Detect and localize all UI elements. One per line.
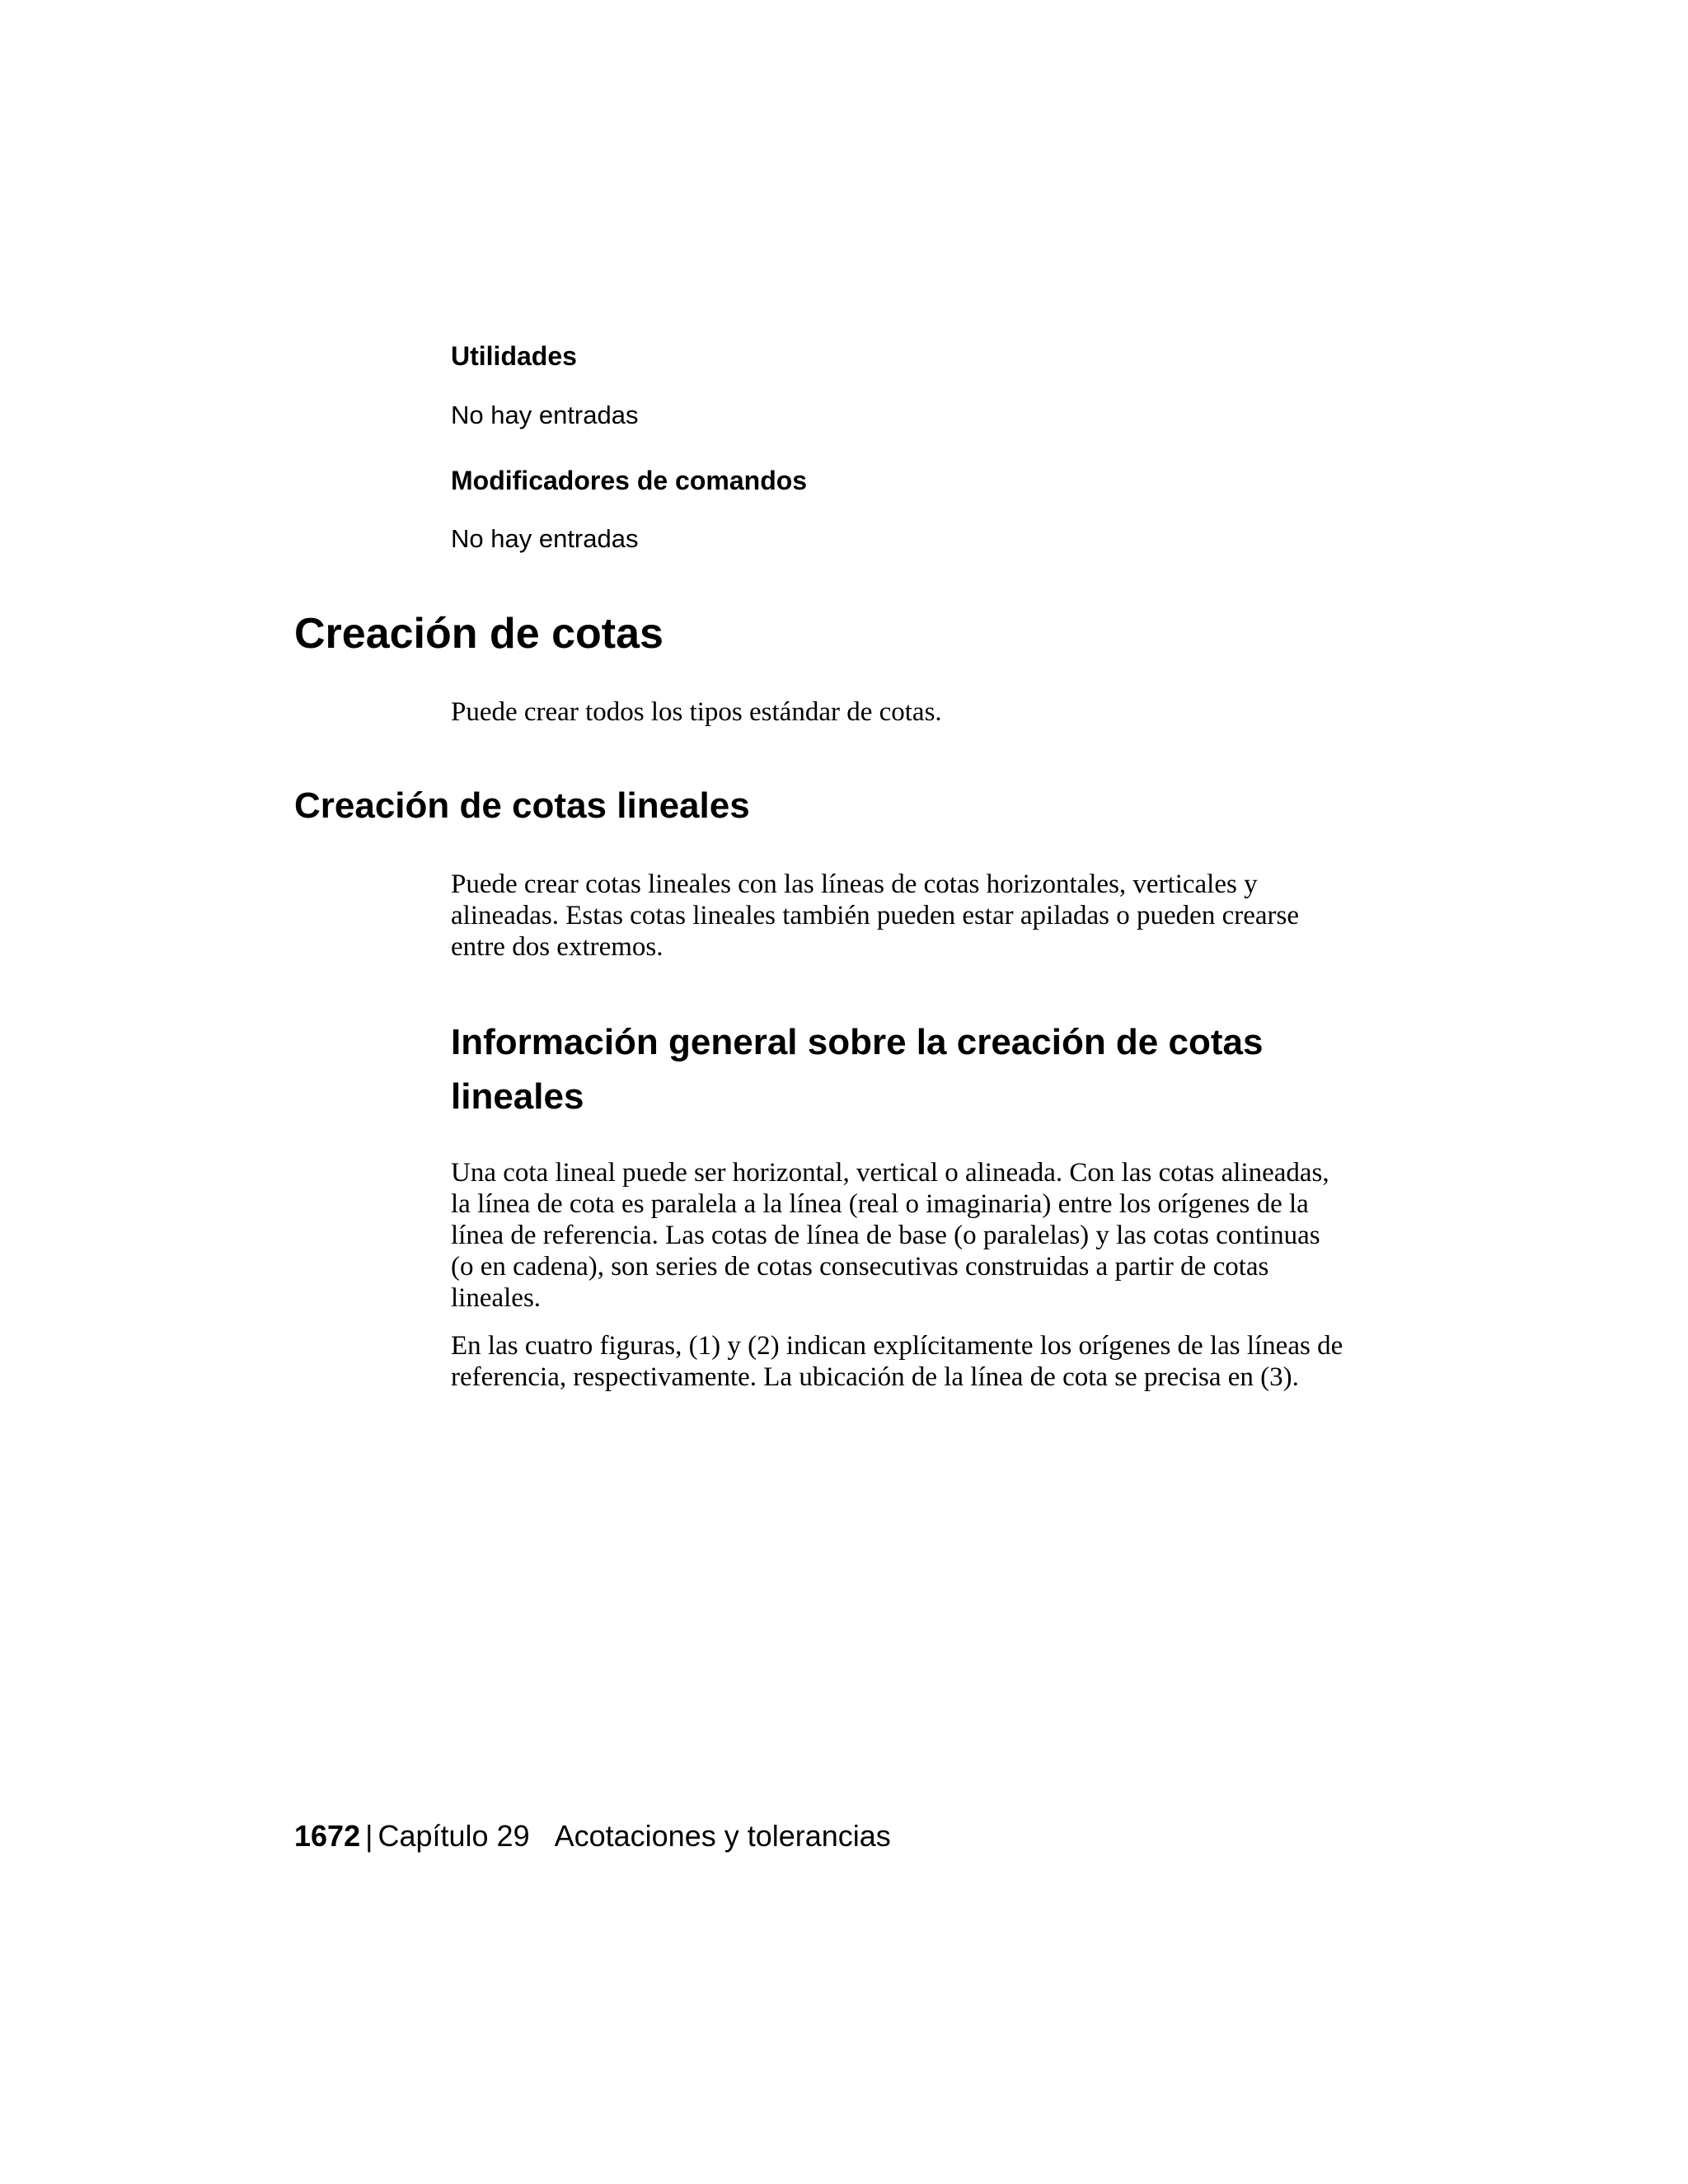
utilidades-heading: Utilidades	[451, 341, 577, 371]
info-general-heading: Información general sobre la creación de cotas lineales	[451, 1022, 1264, 1117]
modificadores-heading: Modificadores de comandos	[451, 466, 808, 495]
footer-separator: |	[365, 1819, 373, 1853]
modificadores-text: No hay entradas	[451, 524, 639, 553]
chapter-title: Acotaciones y tolerancias	[554, 1819, 891, 1853]
chapter-label: Capítulo 29	[377, 1819, 530, 1853]
info-general-paragraph-1: Una cota lineal puede ser horizontal, vertical o alineada. Con las cotas alineadas, la línea de cota es paralela a la línea (real o imaginaria) entre los orígenes de la línea de referencia. Las cotas de línea de base (o paralelas) y las cotas continuas (o en cadena), son series de cotas consecutivas construidas a partir de cotas lineales.	[451, 1158, 1329, 1313]
page-footer	[294, 1818, 891, 1854]
creacion-cotas-text: Puede crear todos los tipos estándar de cotas.	[451, 697, 942, 727]
info-general-paragraph-2: En las cuatro figuras, (1) y (2) indican explícitamente los orígenes de las líneas de referencia, respectivamente. La ubicación de la línea de cota se precisa en (3).	[451, 1331, 1343, 1392]
creacion-cotas-heading: Creación de cotas	[294, 610, 663, 658]
page-number: 1672	[294, 1819, 361, 1853]
utilidades-text: No hay entradas	[451, 401, 639, 429]
cotas-lineales-heading: Creación de cotas lineales	[294, 785, 750, 826]
info-general-body	[451, 1157, 1345, 1393]
cotas-lineales-text: Puede crear cotas lineales con las líneas de cotas horizontales, verticales y alineadas. Estas cotas lineales también pueden estar apiladas o pueden crearse entre dos extremos.	[451, 869, 1299, 962]
